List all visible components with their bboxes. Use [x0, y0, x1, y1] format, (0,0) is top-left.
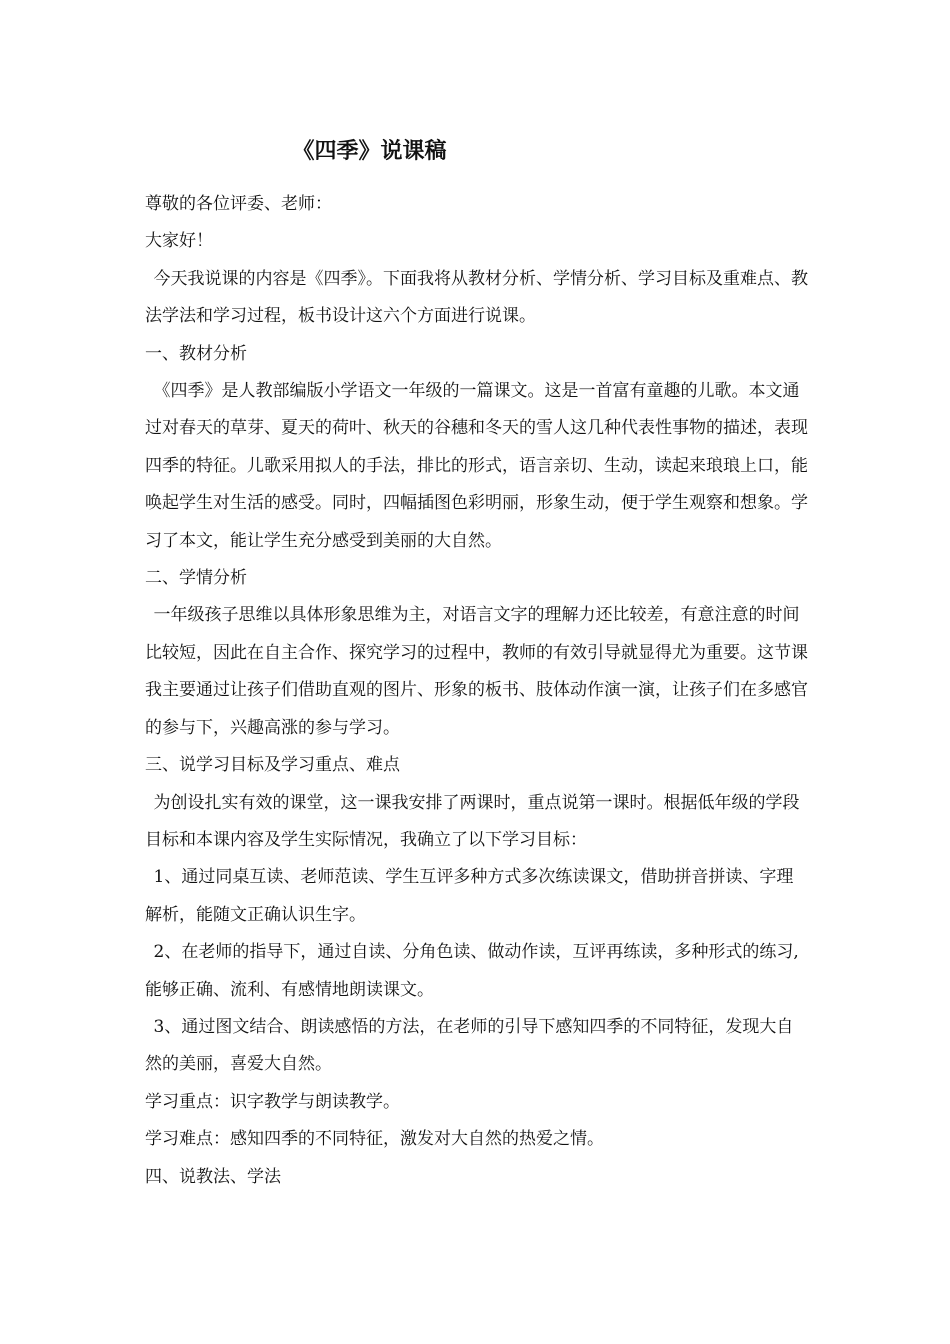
key-point: 学习重点：识字教学与朗读教学。: [145, 1091, 400, 1112]
page-title: 《四季》说课稿: [292, 139, 447, 164]
goal-item: 1、通过同桌互读、老师范读、学生互评多种方式多次练读课文，借助拼音拼读、字理解析，能随文正确认识生字。: [145, 867, 794, 925]
document-body: [145, 186, 810, 1196]
section-heading-materials: 一、教材分析: [145, 343, 247, 364]
difficulty-point: 学习难点：感知四季的不同特征，激发对大自然的热爱之情。: [145, 1129, 604, 1150]
materials-paragraph: 《四季》是人教部编版小学语文一年级的一篇课文。这是一首富有童趣的儿歌。本文通过对春天的草芽、夏天的荷叶、秋天的谷穗和冬天的雪人这几种代表性事物的描述，表现四季的特征。儿歌采用拟人的手法，排比的形式，语言亲切、生动，读起来琅琅上口，能唤起学生对生活的感受。同时，四幅插图色彩明丽，形象生动，便于学生观察和想象。学习了本文，能让学生充分感受到美丽的大自然。: [145, 381, 808, 551]
hello: 大家好！: [145, 231, 213, 252]
section-heading-methods: 四、说教法、学法: [145, 1166, 281, 1187]
section-heading-goals: 三、说学习目标及学习重点、难点: [145, 755, 400, 776]
goals-intro-paragraph: 为创设扎实有效的课堂，这一课我安排了两课时，重点说第一课时。根据低年级的学段目标和本课内容及学生实际情况，我确立了以下学习目标：: [145, 792, 800, 850]
students-paragraph: 一年级孩子思维以具体形象思维为主，对语言文字的理解力还比较差，有意注意的时间比较短，因此在自主合作、探究学习的过程中，教师的有效引导就显得尤为重要。这节课我主要通过让孩子们借助直观的图片、形象的板书、肢体动作演一演，让孩子们在多感官的参与下，兴趣高涨的参与学习。: [145, 605, 808, 738]
greeting: 尊敬的各位评委、老师：: [145, 194, 332, 214]
goal-item: 2、在老师的指导下，通过自读、分角色读、做动作读，互评再练读，多种形式的练习,能够正确、流利、有感情地朗读课文。: [145, 942, 799, 1000]
intro-paragraph: 今天我说课的内容是《四季》。下面我将从教材分析、学情分析、学习目标及重难点、教法学法和学习过程，板书设计这六个方面进行说课。: [145, 268, 808, 327]
section-heading-students: 二、学情分析: [145, 568, 247, 589]
goal-item: 3、通过图文结合、朗读感悟的方法，在老师的引导下感知四季的不同特征，发现大自然的美丽，喜爱大自然。: [145, 1016, 794, 1075]
